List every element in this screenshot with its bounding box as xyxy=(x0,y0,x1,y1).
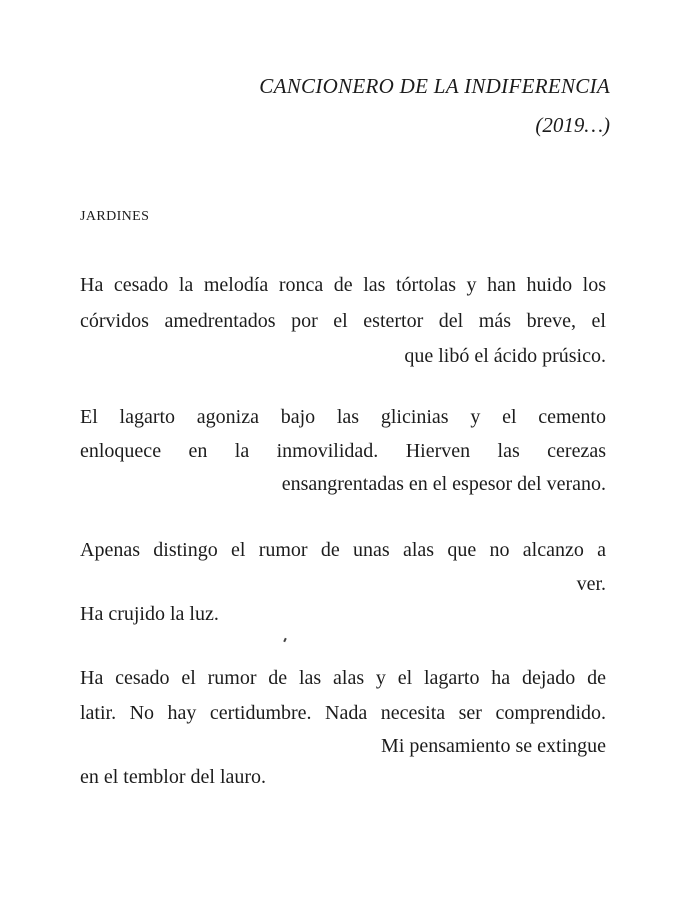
collection-title: CANCIONERO DE LA INDIFERENCIA xyxy=(259,74,610,98)
collection-years: (2019…) xyxy=(535,113,610,137)
stray-mark xyxy=(283,638,287,642)
poem-line: ver. xyxy=(576,573,606,595)
poem-line: Ha cesado la melodía ronca de las tórtolas y han huido los xyxy=(80,274,606,296)
poem-line: en el temblor del lauro. xyxy=(80,766,267,788)
poem-line: Mi pensamiento se extingue xyxy=(381,735,606,757)
poem-title: JARDINES xyxy=(80,209,150,224)
poem-line: latir. No hay certidumbre. Nada necesita ser comprendido. xyxy=(80,702,606,724)
poem-line: Apenas distingo el rumor de unas alas que no alcanzo a xyxy=(80,539,606,561)
poem-line: El lagarto agoniza bajo las glicinias y el cemento xyxy=(80,406,606,428)
poem-line: que libó el ácido prúsico. xyxy=(404,345,606,367)
poem-line: Ha cesado el rumor de las alas y el lagarto ha dejado de xyxy=(80,667,606,689)
poem-line: córvidos amedrentados por el estertor del más breve, el xyxy=(80,310,606,332)
poem-line: enloquece en la inmovilidad. Hierven las cerezas xyxy=(80,440,606,462)
poem-line: ensangrentadas en el espesor del verano. xyxy=(281,473,606,495)
poem-line: Ha crujido la luz. xyxy=(80,603,219,625)
